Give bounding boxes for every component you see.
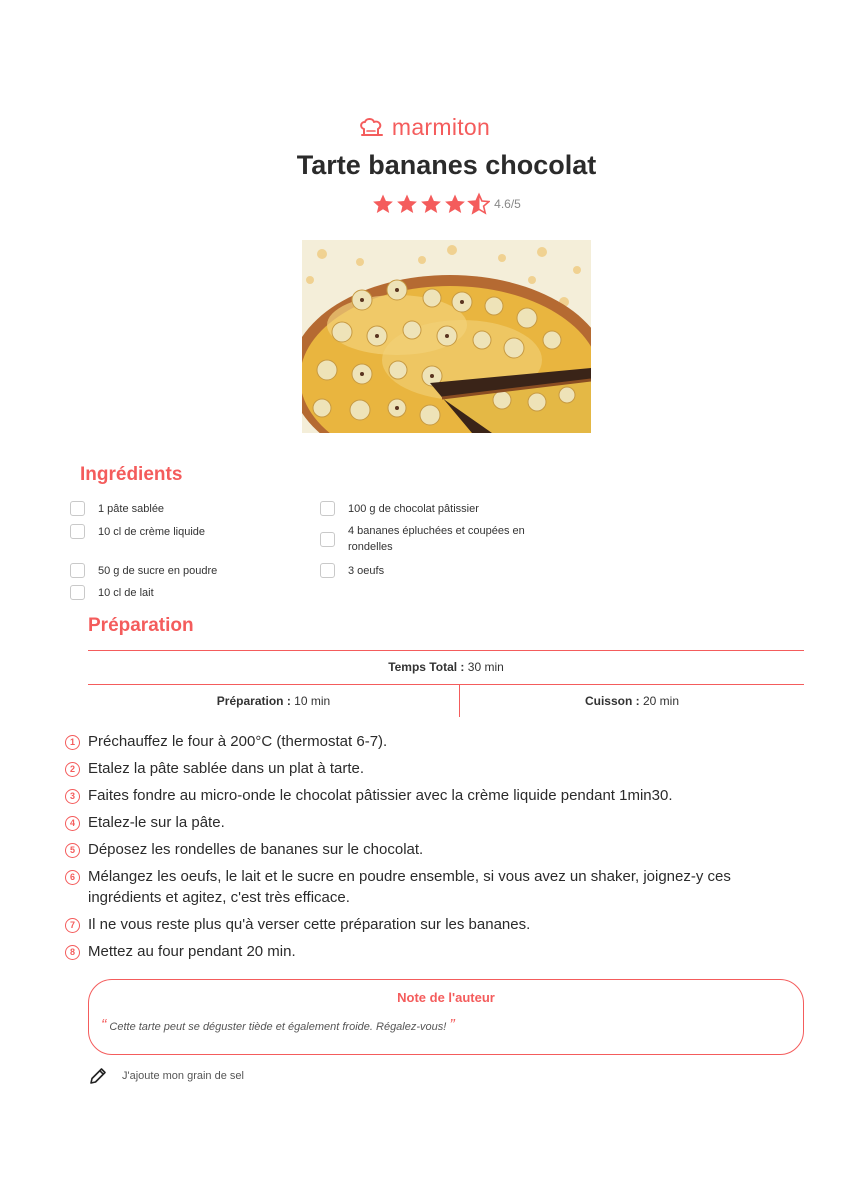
recipe-title: Tarte bananes chocolat: [296, 150, 597, 180]
total-time: [88, 660, 804, 674]
step-number: 7: [65, 918, 80, 933]
recipe-photo: [302, 240, 591, 433]
step-number: 2: [65, 762, 80, 777]
site-logo[interactable]: [0, 114, 848, 144]
star-rating-icon: [372, 192, 490, 216]
total-time-value: 30 min: [467, 660, 504, 674]
logo-text: marmiton: [391, 114, 491, 140]
ingredient-item: 10 cl de lait: [98, 587, 154, 599]
tart-photo: [302, 240, 591, 433]
ingredient-item: 100 g de chocolat pâtissier: [348, 503, 479, 515]
rating-score: 4.6/5: [494, 197, 521, 211]
step-number: 3: [65, 789, 80, 804]
step-text: Préchauffez le four à 200°C (thermostat 6-7).: [88, 733, 388, 750]
ingredients-title: Ingrédients: [80, 464, 183, 485]
chef-hat-icon: [358, 117, 386, 139]
ingredient-checkbox[interactable]: [320, 563, 335, 578]
ingredient-item: 10 cl de crème liquide: [98, 526, 206, 538]
step-text: Mettez au four pendant 20 min.: [88, 943, 296, 960]
step-number: 8: [65, 945, 80, 960]
step-number: 5: [65, 843, 80, 858]
ingredient-checkbox[interactable]: [70, 524, 85, 539]
author-note-text: [101, 1017, 455, 1035]
close-quote: ”: [449, 1017, 455, 1034]
prep-time-value: 10 min: [294, 694, 331, 708]
step-text: Il ne vous reste plus qu'à verser cette préparation sur les bananes.: [88, 916, 531, 933]
divider: [88, 650, 804, 651]
ingredient-checkbox[interactable]: [70, 501, 85, 516]
ingredient-checkbox[interactable]: [320, 532, 335, 547]
total-time-label: Temps Total :: [388, 660, 465, 674]
rating: [0, 192, 848, 216]
step-text: Faites fondre au micro-onde le chocolat pâtissier avec la crème liquide pendant 1min30.: [88, 787, 673, 804]
ingredient-item: 1 pâte sablée: [98, 503, 165, 515]
ingredient-checkbox[interactable]: [70, 585, 85, 600]
add-salt-label: J'ajoute mon grain de sel: [122, 1070, 244, 1082]
author-note-body: Cette tarte peut se déguster tiède et également froide. Régalez-vous!: [109, 1021, 447, 1033]
pencil-icon: [88, 1066, 108, 1086]
preparation-title: Préparation: [88, 615, 194, 636]
prep-time-label: Préparation :: [216, 694, 291, 708]
cook-time: [460, 694, 804, 708]
author-note-title: Note de l'auteur: [397, 990, 495, 1005]
add-salt-link[interactable]: [88, 1066, 244, 1086]
author-note: [88, 979, 804, 1055]
ingredient-item: 4 bananes épluchées et coupées en rondelles: [348, 525, 525, 553]
ingredient-checkbox[interactable]: [70, 563, 85, 578]
cook-time-value: 20 min: [642, 694, 680, 708]
step-text: Mélangez les oeufs, le lait et le sucre en poudre ensemble, si vous avez un shaker, joignez-y ces ingrédients et agitez, c'est très efficace.: [88, 868, 731, 906]
step-text: Déposez les rondelles de bananes sur le chocolat.: [88, 841, 424, 858]
step-text: Etalez-le sur la pâte.: [88, 814, 225, 831]
step-number: 4: [65, 816, 80, 831]
step-text: Etalez la pâte sablée dans un plat à tarte.: [88, 760, 365, 777]
step-number: 1: [65, 735, 80, 750]
step-number: 6: [65, 870, 80, 885]
ingredient-item: 50 g de sucre en poudre: [98, 565, 218, 577]
ingredient-checkbox[interactable]: [320, 501, 335, 516]
cook-time-label: Cuisson :: [584, 694, 640, 708]
prep-time: [88, 694, 459, 708]
open-quote: “: [101, 1017, 107, 1034]
ingredient-item: 3 oeufs: [348, 565, 385, 577]
divider: [88, 684, 804, 685]
